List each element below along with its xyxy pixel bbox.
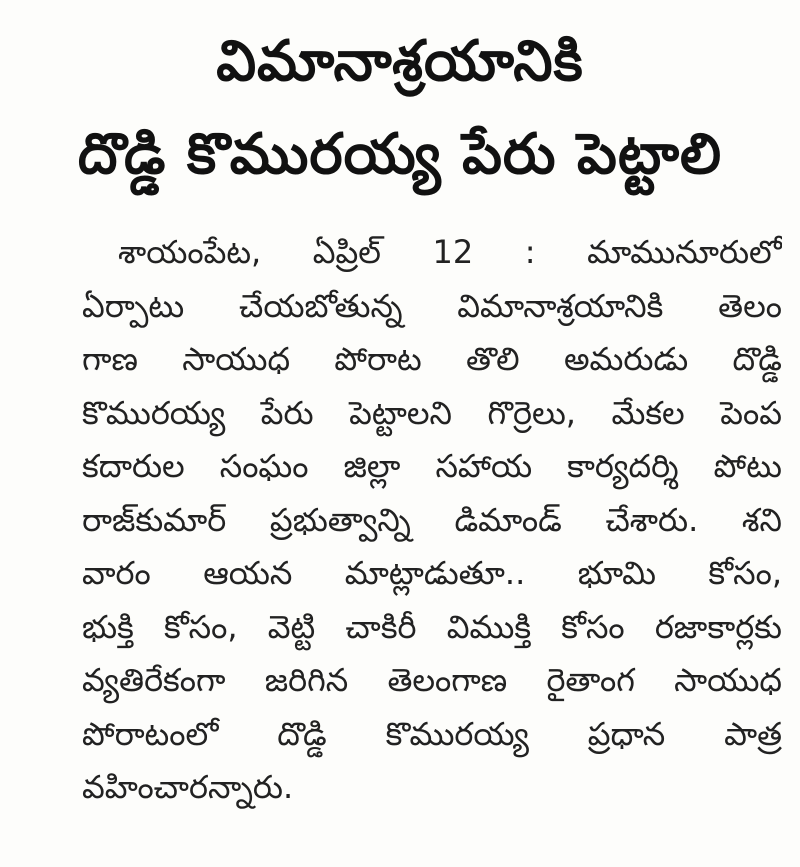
headline-line-1: విమానాశ్రయానికి: [216, 29, 584, 94]
body-line: ఏర్పాటు చేయబోతున్న విమానాశ్రయానికి తెలం: [82, 286, 782, 325]
body-line: వారం ఆయన మాట్లాడుతూ.. భూమి కోసం,: [82, 554, 782, 592]
body-line: వహించారన్నారు.: [82, 768, 294, 806]
body-line: కొమురయ్య పేరు పెట్టాలని గొర్రెలు, మేకల పెంప: [82, 393, 782, 432]
headline-line-2: దొడ్డి కొమురయ్య పేరు పెట్టాలి: [77, 122, 723, 187]
body-line: శాయంపేట, ఏప్రిల్ 12 : మామునూరులో: [118, 233, 782, 271]
body-line: గాణ సాయుధ పోరాట తొలి అమరుడు దొడ్డి: [82, 340, 782, 378]
body-line: కదారుల సంఘం జిల్లా సహాయ కార్యదర్శి పోటు: [82, 447, 782, 485]
body-line: భుక్తి కోసం, వెట్టి చాకిరీ విముక్తి కోసం రజాకార్లకు: [82, 607, 782, 646]
body-line: రాజ్‌కుమార్ ప్రభుత్వాన్ని డిమాండ్ చేశారు. శని: [82, 500, 782, 539]
article-body: [82, 226, 782, 815]
body-line: పోరాటంలో దొడ్డి కొమురయ్య ప్రధాన పాత్ర: [82, 714, 782, 753]
body-line: వ్యతిరేకంగా జరిగిన తెలంగాణ రైతాంగ సాయుధ: [82, 661, 782, 699]
